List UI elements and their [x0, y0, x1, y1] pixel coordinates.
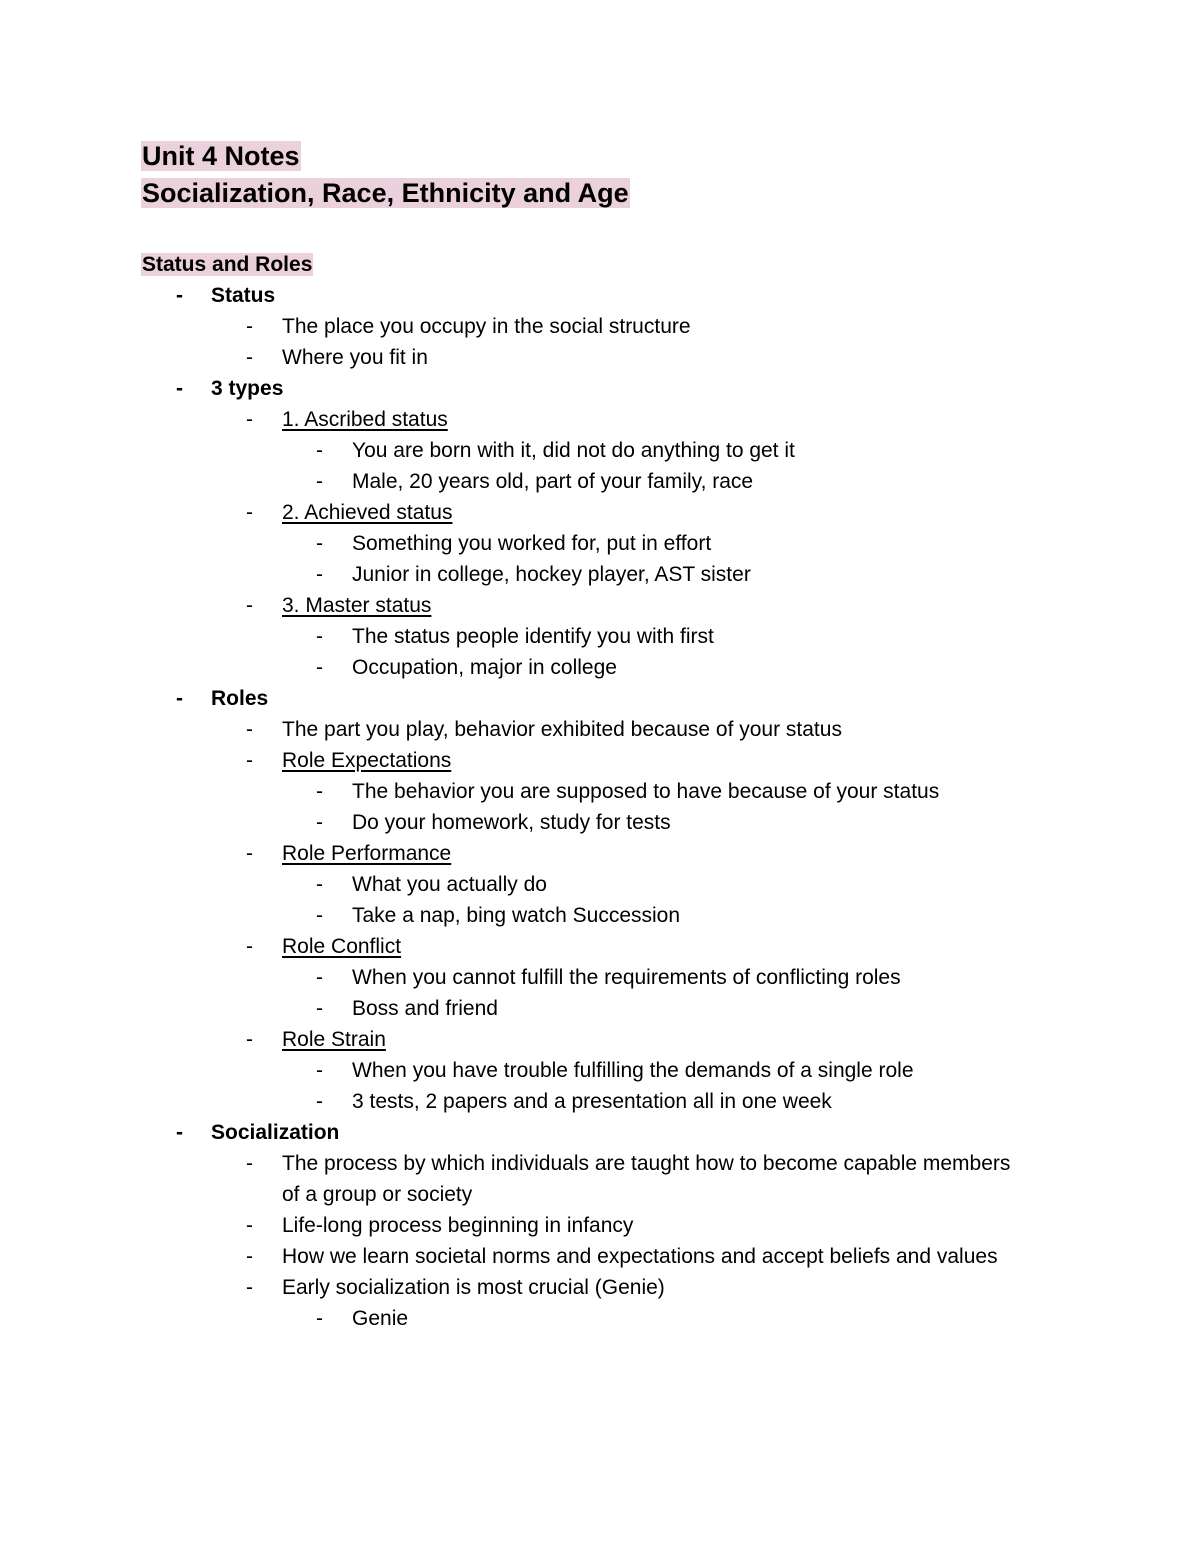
list-item — [0, 776, 1200, 807]
bullet-dash: - — [316, 625, 323, 648]
list-item — [0, 497, 1200, 528]
bullet-dash: - — [316, 904, 323, 927]
subheading-master-status: 3. Master status — [282, 594, 432, 617]
subheading-achieved-status: 2. Achieved status — [282, 501, 453, 524]
list-item — [0, 621, 1200, 652]
list-item — [0, 962, 1200, 993]
list-item — [0, 404, 1200, 435]
list-item-text: The status people identify you with first — [352, 625, 714, 648]
bullet-dash: - — [246, 935, 253, 958]
list-item — [0, 1210, 1200, 1241]
bullet-dash: - — [316, 997, 323, 1020]
list-item — [0, 528, 1200, 559]
outline-heading-socialization: Socialization — [211, 1121, 340, 1144]
subheading-ascribed-status: 1. Ascribed status — [282, 408, 448, 431]
list-item-text: Where you fit in — [282, 346, 428, 369]
list-item — [0, 311, 1200, 342]
bullet-dash: - — [246, 1245, 253, 1268]
list-item — [0, 466, 1200, 497]
list-item-text: Boss and friend — [352, 997, 498, 1020]
bullet-dash: - — [176, 377, 183, 400]
list-item-text: Take a nap, bing watch Succession — [352, 904, 681, 927]
subheading-role-conflict: Role Conflict — [282, 935, 402, 958]
list-item — [0, 931, 1200, 962]
bullet-dash: - — [316, 470, 323, 493]
list-item — [0, 280, 1200, 311]
list-item — [0, 652, 1200, 683]
list-item — [0, 1272, 1200, 1303]
bullet-dash: - — [316, 811, 323, 834]
list-item — [0, 1117, 1200, 1148]
title-block — [141, 138, 630, 212]
list-item-text: The part you play, behavior exhibited because of your status — [282, 718, 842, 741]
list-item — [0, 1055, 1200, 1086]
bullet-dash: - — [246, 408, 253, 431]
list-item — [0, 993, 1200, 1024]
list-item — [0, 1241, 1200, 1272]
list-item — [0, 838, 1200, 869]
bullet-dash: - — [246, 594, 253, 617]
section-heading: Status and Roles — [142, 253, 313, 276]
list-item — [0, 869, 1200, 900]
bullet-dash: - — [246, 315, 253, 338]
outline-list — [0, 280, 1200, 1334]
list-item — [0, 1086, 1200, 1117]
bullet-dash: - — [316, 656, 323, 679]
bullet-dash: - — [176, 687, 183, 710]
list-item — [0, 1024, 1200, 1055]
bullet-dash: - — [246, 1214, 253, 1237]
list-item-text: What you actually do — [352, 873, 547, 896]
list-item — [0, 683, 1200, 714]
bullet-dash: - — [316, 780, 323, 803]
list-item-text: Male, 20 years old, part of your family, race — [352, 470, 754, 493]
list-item-text: Something you worked for, put in effort — [352, 532, 712, 555]
list-item-text: The behavior you are supposed to have because of your status — [352, 780, 940, 803]
bullet-dash: - — [316, 966, 323, 989]
bullet-dash: - — [316, 873, 323, 896]
bullet-dash: - — [246, 842, 253, 865]
list-item — [0, 342, 1200, 373]
list-item — [0, 900, 1200, 931]
list-item-text: Life-long process beginning in infancy — [282, 1214, 634, 1237]
bullet-dash: - — [316, 1307, 323, 1330]
outline-heading-status: Status — [211, 284, 276, 307]
outline-heading-roles: Roles — [211, 687, 269, 710]
bullet-dash: - — [316, 532, 323, 555]
list-item — [0, 435, 1200, 466]
list-item-text: Do your homework, study for tests — [352, 811, 671, 834]
list-item-text: The place you occupy in the social structure — [282, 315, 691, 338]
list-item — [0, 745, 1200, 776]
list-item-text: 3 tests, 2 papers and a presentation all in one week — [352, 1090, 832, 1113]
bullet-dash: - — [246, 749, 253, 772]
bullet-dash: - — [316, 563, 323, 586]
list-item-text: The process by which individuals are taught how to become capable members of a group or society — [282, 1152, 1011, 1206]
subheading-role-strain: Role Strain — [282, 1028, 386, 1051]
list-item — [0, 373, 1200, 404]
bullet-dash: - — [246, 501, 253, 524]
list-item — [0, 1148, 1200, 1210]
list-item-text: Junior in college, hockey player, AST sister — [352, 563, 751, 586]
bullet-dash: - — [246, 1152, 253, 1175]
list-item-text: You are born with it, did not do anything to get it — [352, 439, 795, 462]
list-item-text: When you cannot fulfill the requirements of conflicting roles — [352, 966, 901, 989]
bullet-dash: - — [246, 346, 253, 369]
bullet-dash: - — [246, 1276, 253, 1299]
outline-heading-types: 3 types — [211, 377, 284, 400]
list-item — [0, 807, 1200, 838]
subheading-role-expectations: Role Expectations — [282, 749, 452, 772]
document-subtitle: Socialization, Race, Ethnicity and Age — [142, 178, 629, 208]
list-item — [0, 590, 1200, 621]
bullet-dash: - — [246, 718, 253, 741]
bullet-dash: - — [176, 284, 183, 307]
list-item-text: How we learn societal norms and expectations and accept beliefs and values — [282, 1245, 998, 1268]
bullet-dash: - — [246, 1028, 253, 1051]
list-item — [0, 1303, 1200, 1334]
list-item — [0, 714, 1200, 745]
bullet-dash: - — [316, 1059, 323, 1082]
bullet-dash: - — [316, 1090, 323, 1113]
document-title: Unit 4 Notes — [142, 141, 300, 171]
list-item — [0, 559, 1200, 590]
list-item-text: When you have trouble fulfilling the demands of a single role — [352, 1059, 914, 1082]
subheading-role-performance: Role Performance — [282, 842, 452, 865]
list-item-text: Occupation, major in college — [352, 656, 617, 679]
list-item-text: Genie — [352, 1307, 409, 1330]
bullet-dash: - — [176, 1121, 183, 1144]
list-item-text: Early socialization is most crucial (Genie) — [282, 1276, 665, 1299]
bullet-dash: - — [316, 439, 323, 462]
